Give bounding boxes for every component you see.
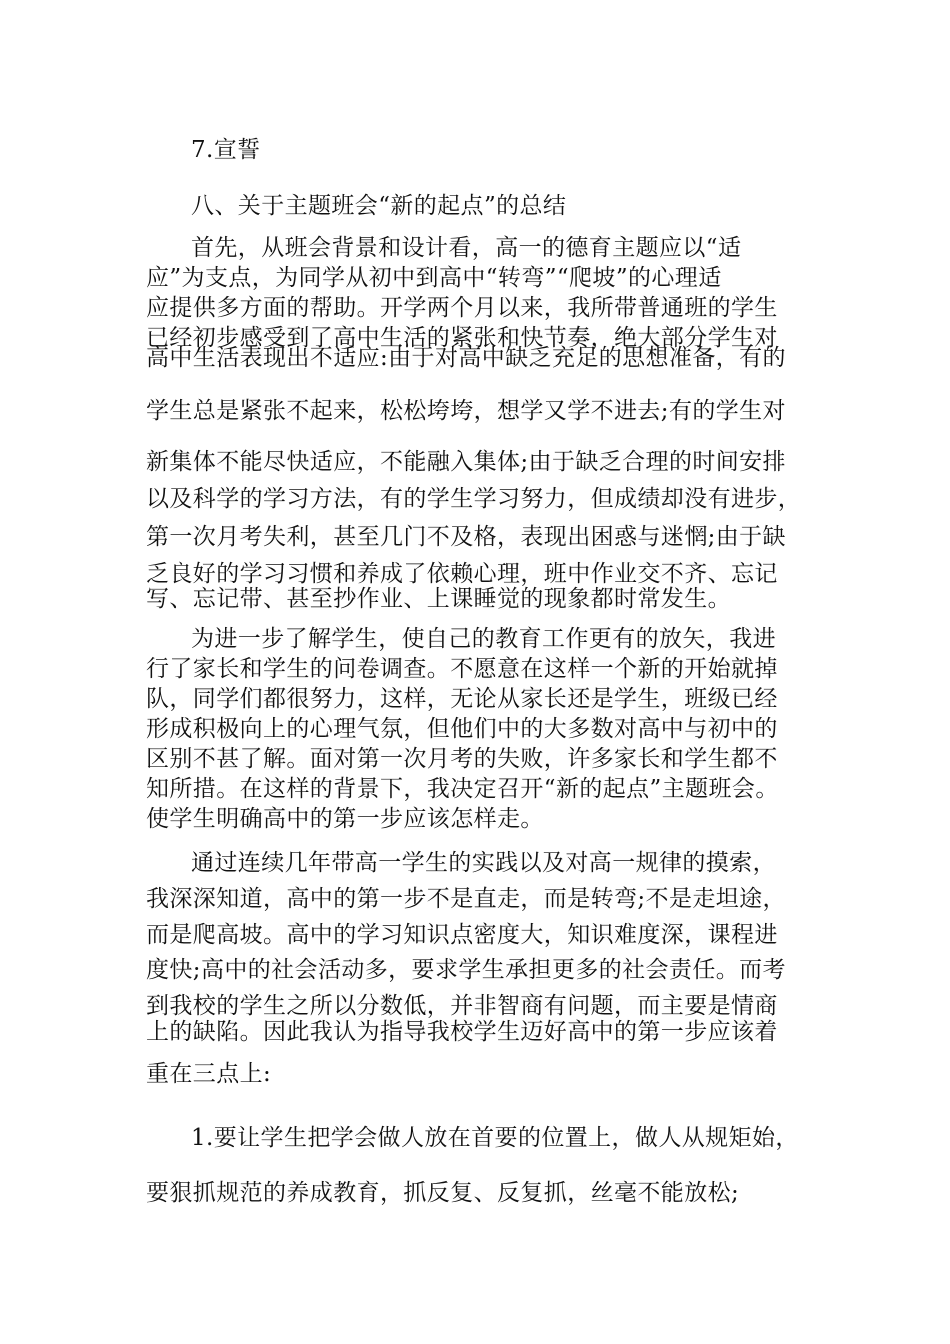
paragraph-line: 知所措。在这样的背景下，我决定召开“新的起点”主题班会。 [146,776,779,802]
paragraph-line: 通过连续几年带高一学生的实践以及对高一规律的摸索， [191,850,776,876]
paragraph-line: 我深深知道，高中的第一步不是直走，而是转弯;不是走坦途， [146,886,786,912]
paragraph-line: 高中生活表现出不适应:由于对高中缺乏充足的思想准备，有的 [146,345,786,371]
paragraph-line: 形成积极向上的心理气氛，但他们中的大多数对高中与初中的 [146,716,778,742]
paragraph-line: 学生总是紧张不起来，松松垮垮，想学又学不进去;有的学生对 [146,398,786,424]
paragraph-line: 写、忘记带、甚至抄作业、上课睡觉的现象都时常发生。 [146,586,731,612]
paragraph-line: 应”为支点，为同学从初中到高中“转弯”“爬坡”的心理适 [146,265,722,291]
paragraph-line: 区别不甚了解。面对第一次月考的失败，许多家长和学生都不 [146,746,778,772]
paragraph-line: 已经初步感受到了高中生活的紧张和快节奏，绝大部分学生对 [146,325,778,351]
paragraph-line: 新集体不能尽快适应，不能融入集体;由于缺乏合理的时间安排 [146,449,786,475]
paragraph-line: 以及科学的学习方法，有的学生学习努力，但成绩却没有进步， [146,486,802,512]
paragraph-line: 应提供多方面的帮助。开学两个月以来，我所带普通班的学生 [146,295,778,321]
paragraph-line: 首先，从班会背景和设计看，高一的德育主题应以“适 [191,235,742,261]
section-heading-pledge: 7.宣誓 [191,137,261,163]
paragraph-line: 到我校的学生之所以分数低，并非智商有问题，而主要是情商 [146,993,778,1019]
paragraph-line: 使学生明确高中的第一步应该怎样走。 [146,806,544,832]
paragraph-line: 1.要让学生把学会做人放在首要的位置上，做人从规矩始， [191,1125,799,1151]
paragraph-line: 度快;高中的社会活动多，要求学生承担更多的社会责任。而考 [146,957,786,983]
paragraph-line: 行了家长和学生的问卷调查。不愿意在这样一个新的开始就掉 [146,656,778,682]
paragraph-line: 为进一步了解学生，使自己的教育工作更有的放矢，我进 [191,626,776,652]
paragraph-line: 乏良好的学习习惯和养成了依赖心理，班中作业交不齐、忘记 [146,561,778,587]
section-heading-summary: 八、关于主题班会“新的起点”的总结 [191,193,567,219]
paragraph-line: 第一次月考失利，甚至几门不及格，表现出困惑与迷惘;由于缺 [146,524,786,550]
paragraph-line: 上的缺陷。因此我认为指导我校学生迈好高中的第一步应该着 [146,1019,778,1045]
paragraph-line: 而是爬高坡。高中的学习知识点密度大，知识难度深，课程进 [146,922,778,948]
paragraph-line: 要狠抓规范的养成教育，抓反复、反复抓，丝毫不能放松; [146,1180,740,1206]
paragraph-line: 队，同学们都很努力，这样，无论从家长还是学生，班级已经 [146,686,778,712]
paragraph-line: 重在三点上: [146,1061,272,1087]
